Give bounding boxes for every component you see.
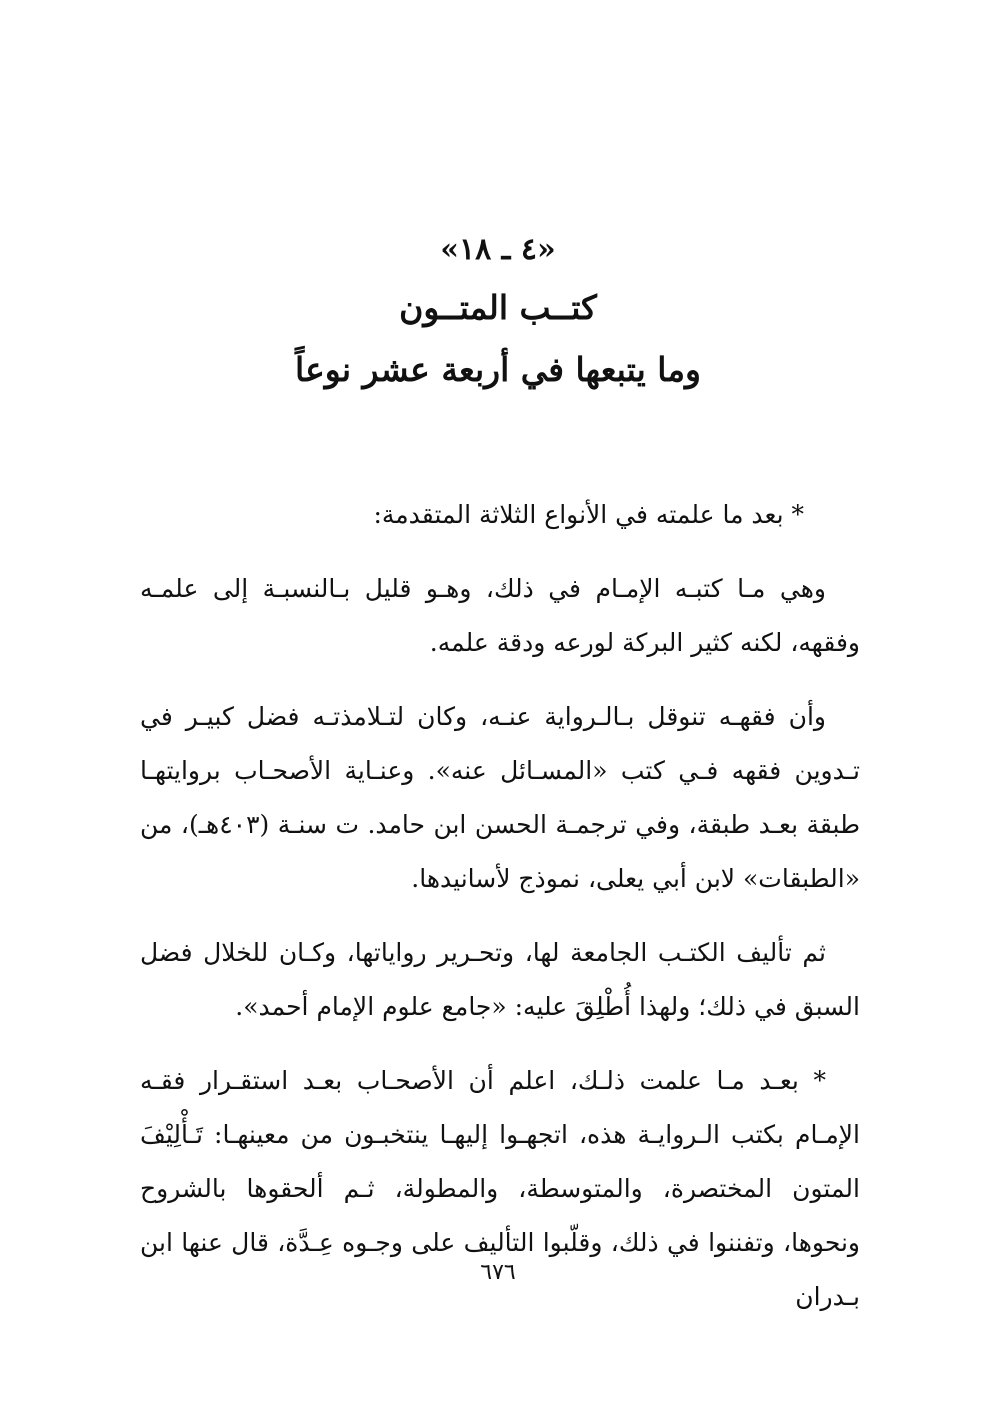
chapter-title: كتــب المتــون: [399, 288, 597, 327]
chapter-subtitle: وما يتبعها في أربعة عشر نوعاً: [295, 350, 701, 389]
chapter-number: «٤ ـ ١٨»: [440, 232, 556, 267]
page-number: ٦٧٦: [480, 1260, 516, 1285]
paragraph: * بعـد مـا علمت ذلـك، اعلم أن الأصحـاب بعـد استقـرار فقـه الإمـام بكتب الـروايـة هذه، اتجهـوا إليهـا ينتخبـون من معينهـا: تَـأْلِيْفَ المتون المختصرة، والمتوسطة، والمطولة، ثـم ألحقوها بالشروح ونحوها، وتفننوا في ذلك، وقلّبوا التأليف على وجـوه عِـدَّة، قال عنها ابن بـدران: [140, 1066, 860, 1311]
body-text: [140, 488, 860, 1344]
paragraph: وهي مـا كتبـه الإمـام في ذلك، وهـو قليل بـالنسبـة إلى علمـه وفقهه، لكنه كثير البركة لورعه ودقة علمه.: [140, 574, 860, 657]
paragraph: * بعد ما علمته في الأنواع الثلاثة المتقدمة:: [373, 500, 804, 529]
paragraph: ثم تأليف الكتـب الجامعة لها، وتحـرير رواياتها، وكـان للخلال فضل السبق في ذلك؛ ولهذا أُطْلِقَ عليه: «جامع علوم الإمام أحمد».: [140, 938, 860, 1021]
paragraph: وأن فقهـه تنوقل بـالـرواية عنـه، وكان لتـلامذتـه فضل كبيـر في تـدوين فقهه فـي كتب «المسـائل عنه». وعنـاية الأصحـاب بروايتهـا طبقة بعـد طبقة، وفي ترجمـة الحسن ابن حامد. ت سنـة (٤٠٣هـ)، من «الطبقات» لابن أبي يعلى، نموذج لأسانيدها.: [140, 702, 860, 893]
